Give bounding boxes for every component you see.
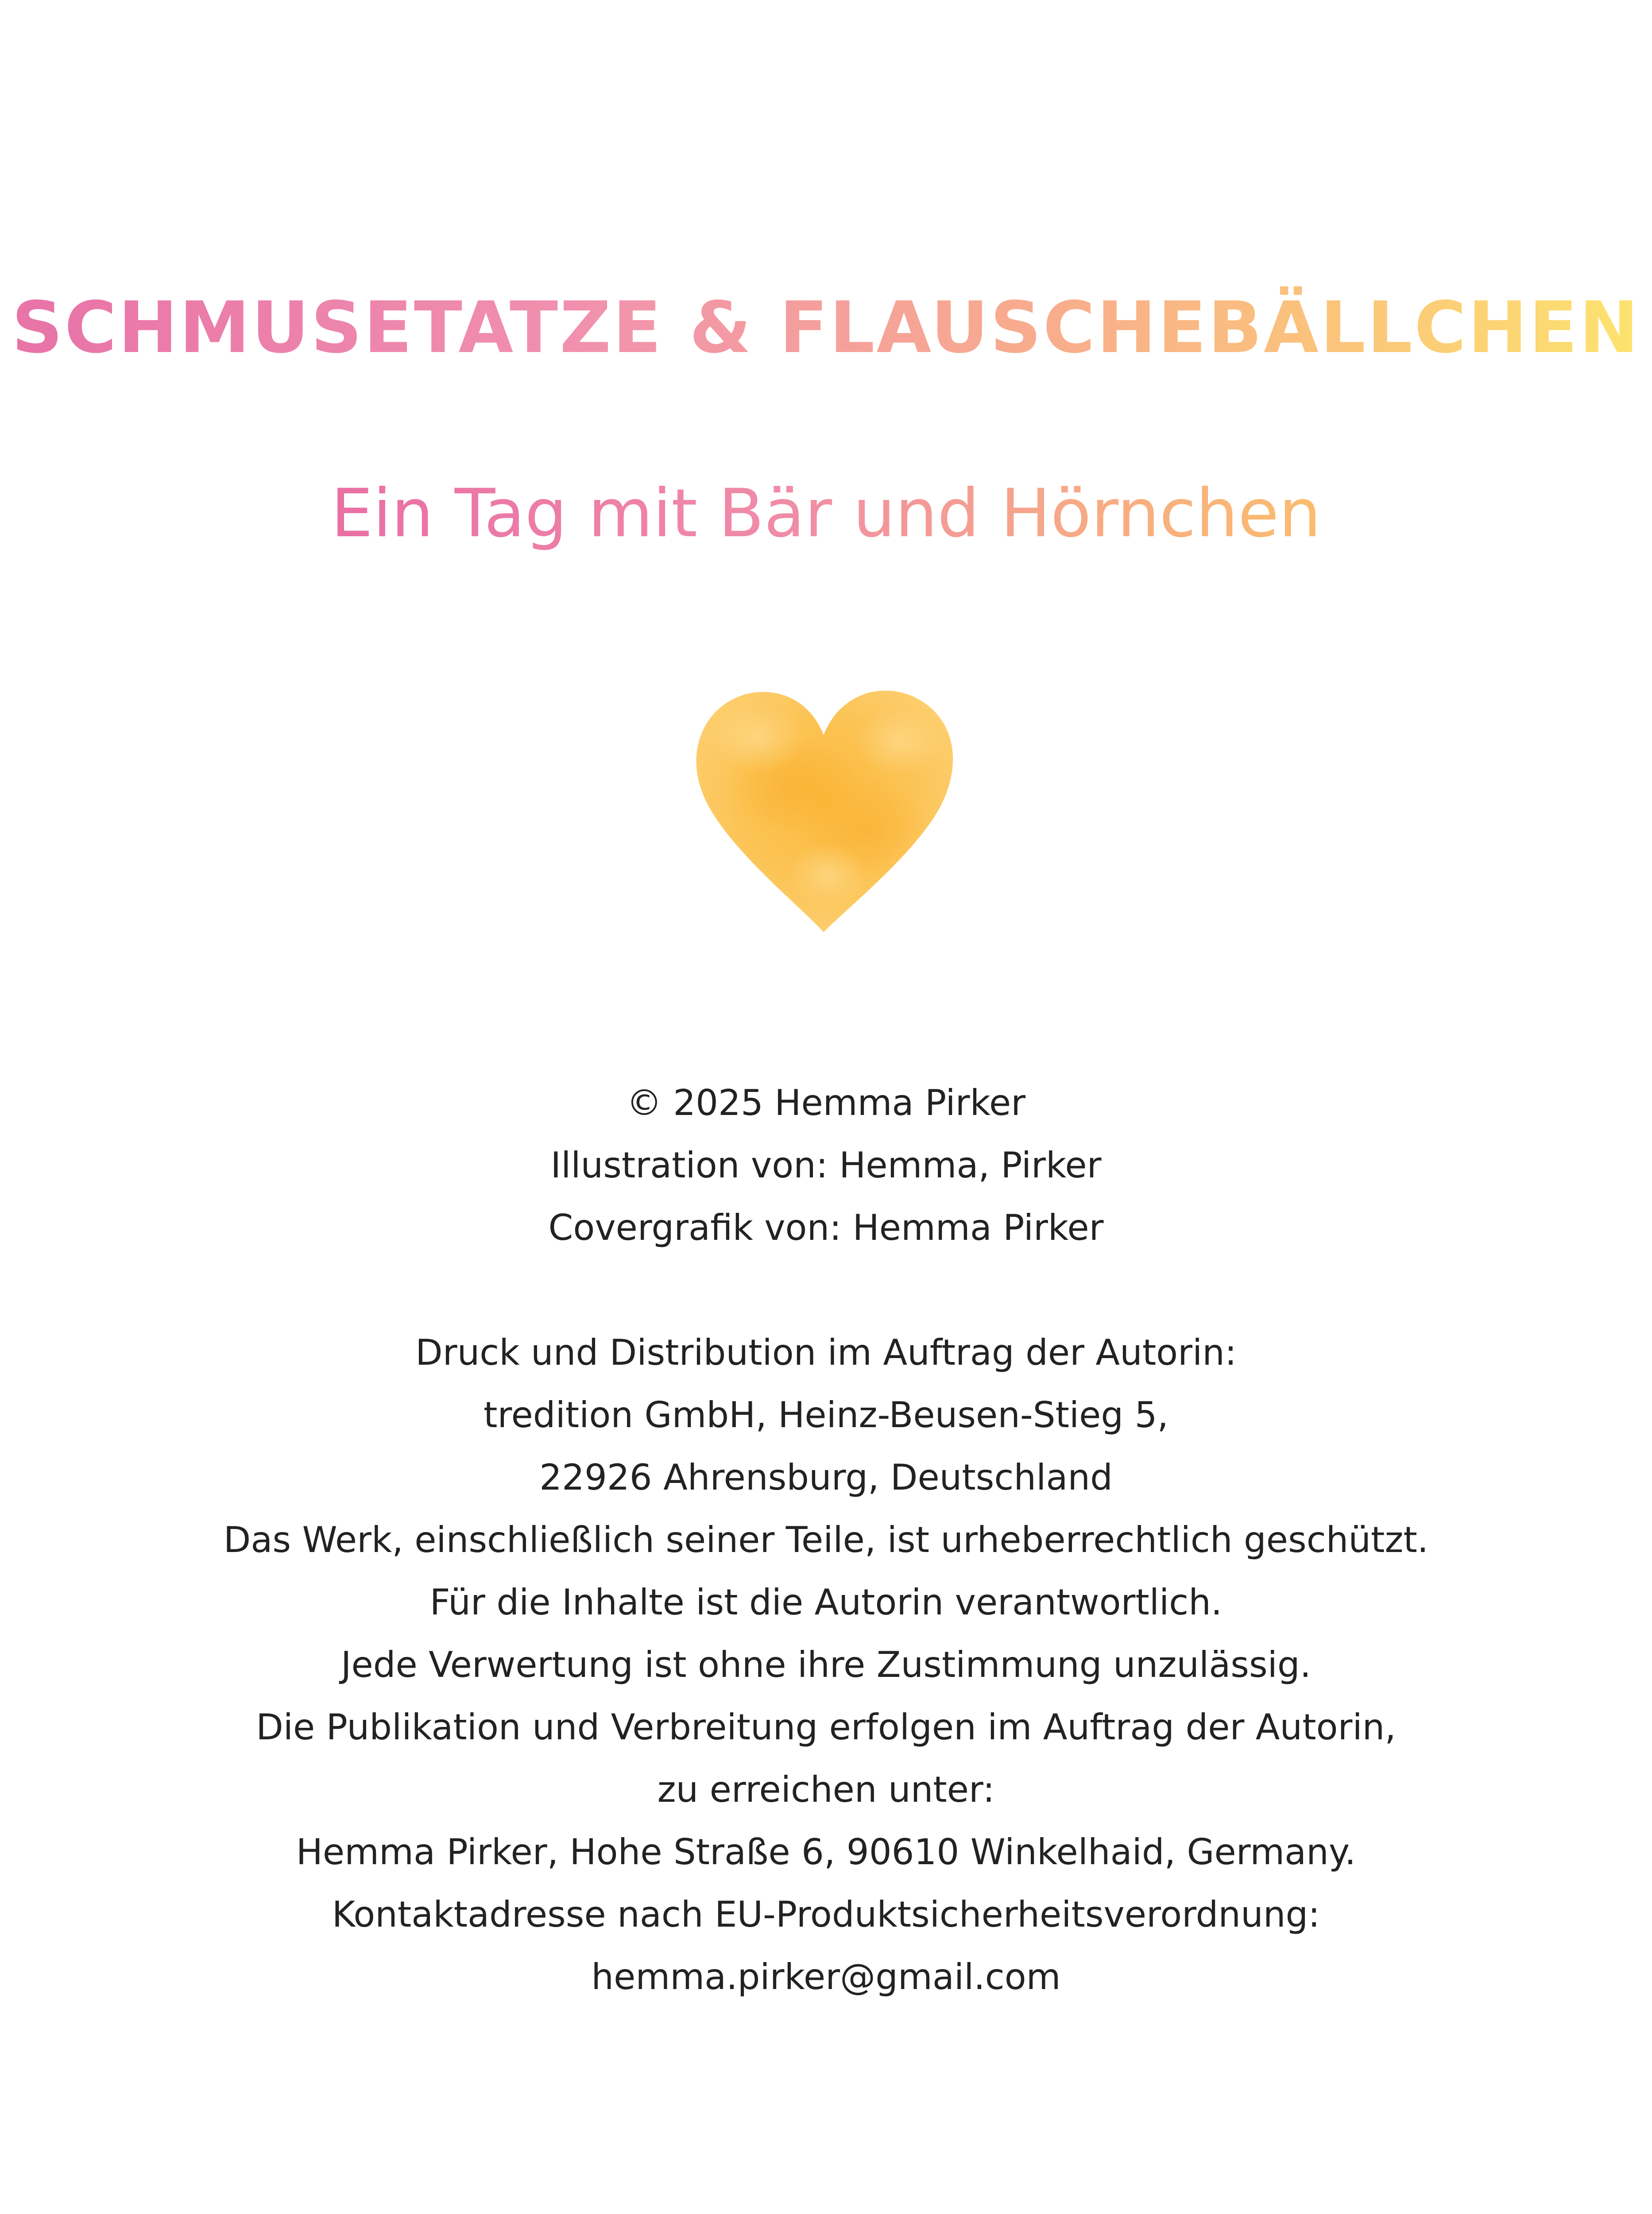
responsibility-line: Für die Inhalte ist die Autorin verantwortlich. [429, 1582, 1223, 1623]
heart-icon [691, 684, 956, 939]
book-title [0, 283, 1652, 372]
book-subtitle-text: Ein Tag mit Bär und Hörnchen [331, 469, 1321, 558]
imprint-block [0, 1072, 1652, 2008]
publication-line: Die Publikation und Verbreitung erfolgen im Auftrag der Autorin, [256, 1707, 1396, 1748]
usage-line: Jede Verwertung ist ohne ihre Zustimmung unzulässig. [340, 1644, 1312, 1685]
distribution-line: Druck und Distribution im Auftrag der Autorin: [415, 1332, 1237, 1373]
cover-credit: Covergrafik von: Hemma Pirker [548, 1207, 1104, 1248]
book-title-text: SCHMUSETATZE & FLAUSCHEBÄLLCHEN [12, 283, 1640, 372]
copyright-notice-line: Das Werk, einschließlich seiner Teile, ist urheberrechtlich geschützt. [223, 1519, 1429, 1560]
illustration-credit: Illustration von: Hemma, Pirker [550, 1145, 1102, 1186]
author-address-line: Hemma Pirker, Hohe Straße 6, 90610 Winkelhaid, Germany. [296, 1831, 1356, 1873]
publisher-city-line: 22926 Ahrensburg, Deutschland [539, 1457, 1113, 1498]
reach-line: zu erreichen unter: [657, 1769, 995, 1810]
book-subtitle [0, 469, 1652, 558]
contact-email: hemma.pirker@gmail.com [591, 1956, 1061, 1997]
spacer [0, 1259, 1652, 1321]
publisher-address-line: tredition GmbH, Heinz-Beusen-Stieg 5, [484, 1394, 1168, 1436]
contact-heading-line: Kontaktadresse nach EU-Produktsicherheitsverordnung: [332, 1894, 1320, 1935]
copyright-line: © 2025 Hemma Pirker [626, 1082, 1026, 1123]
